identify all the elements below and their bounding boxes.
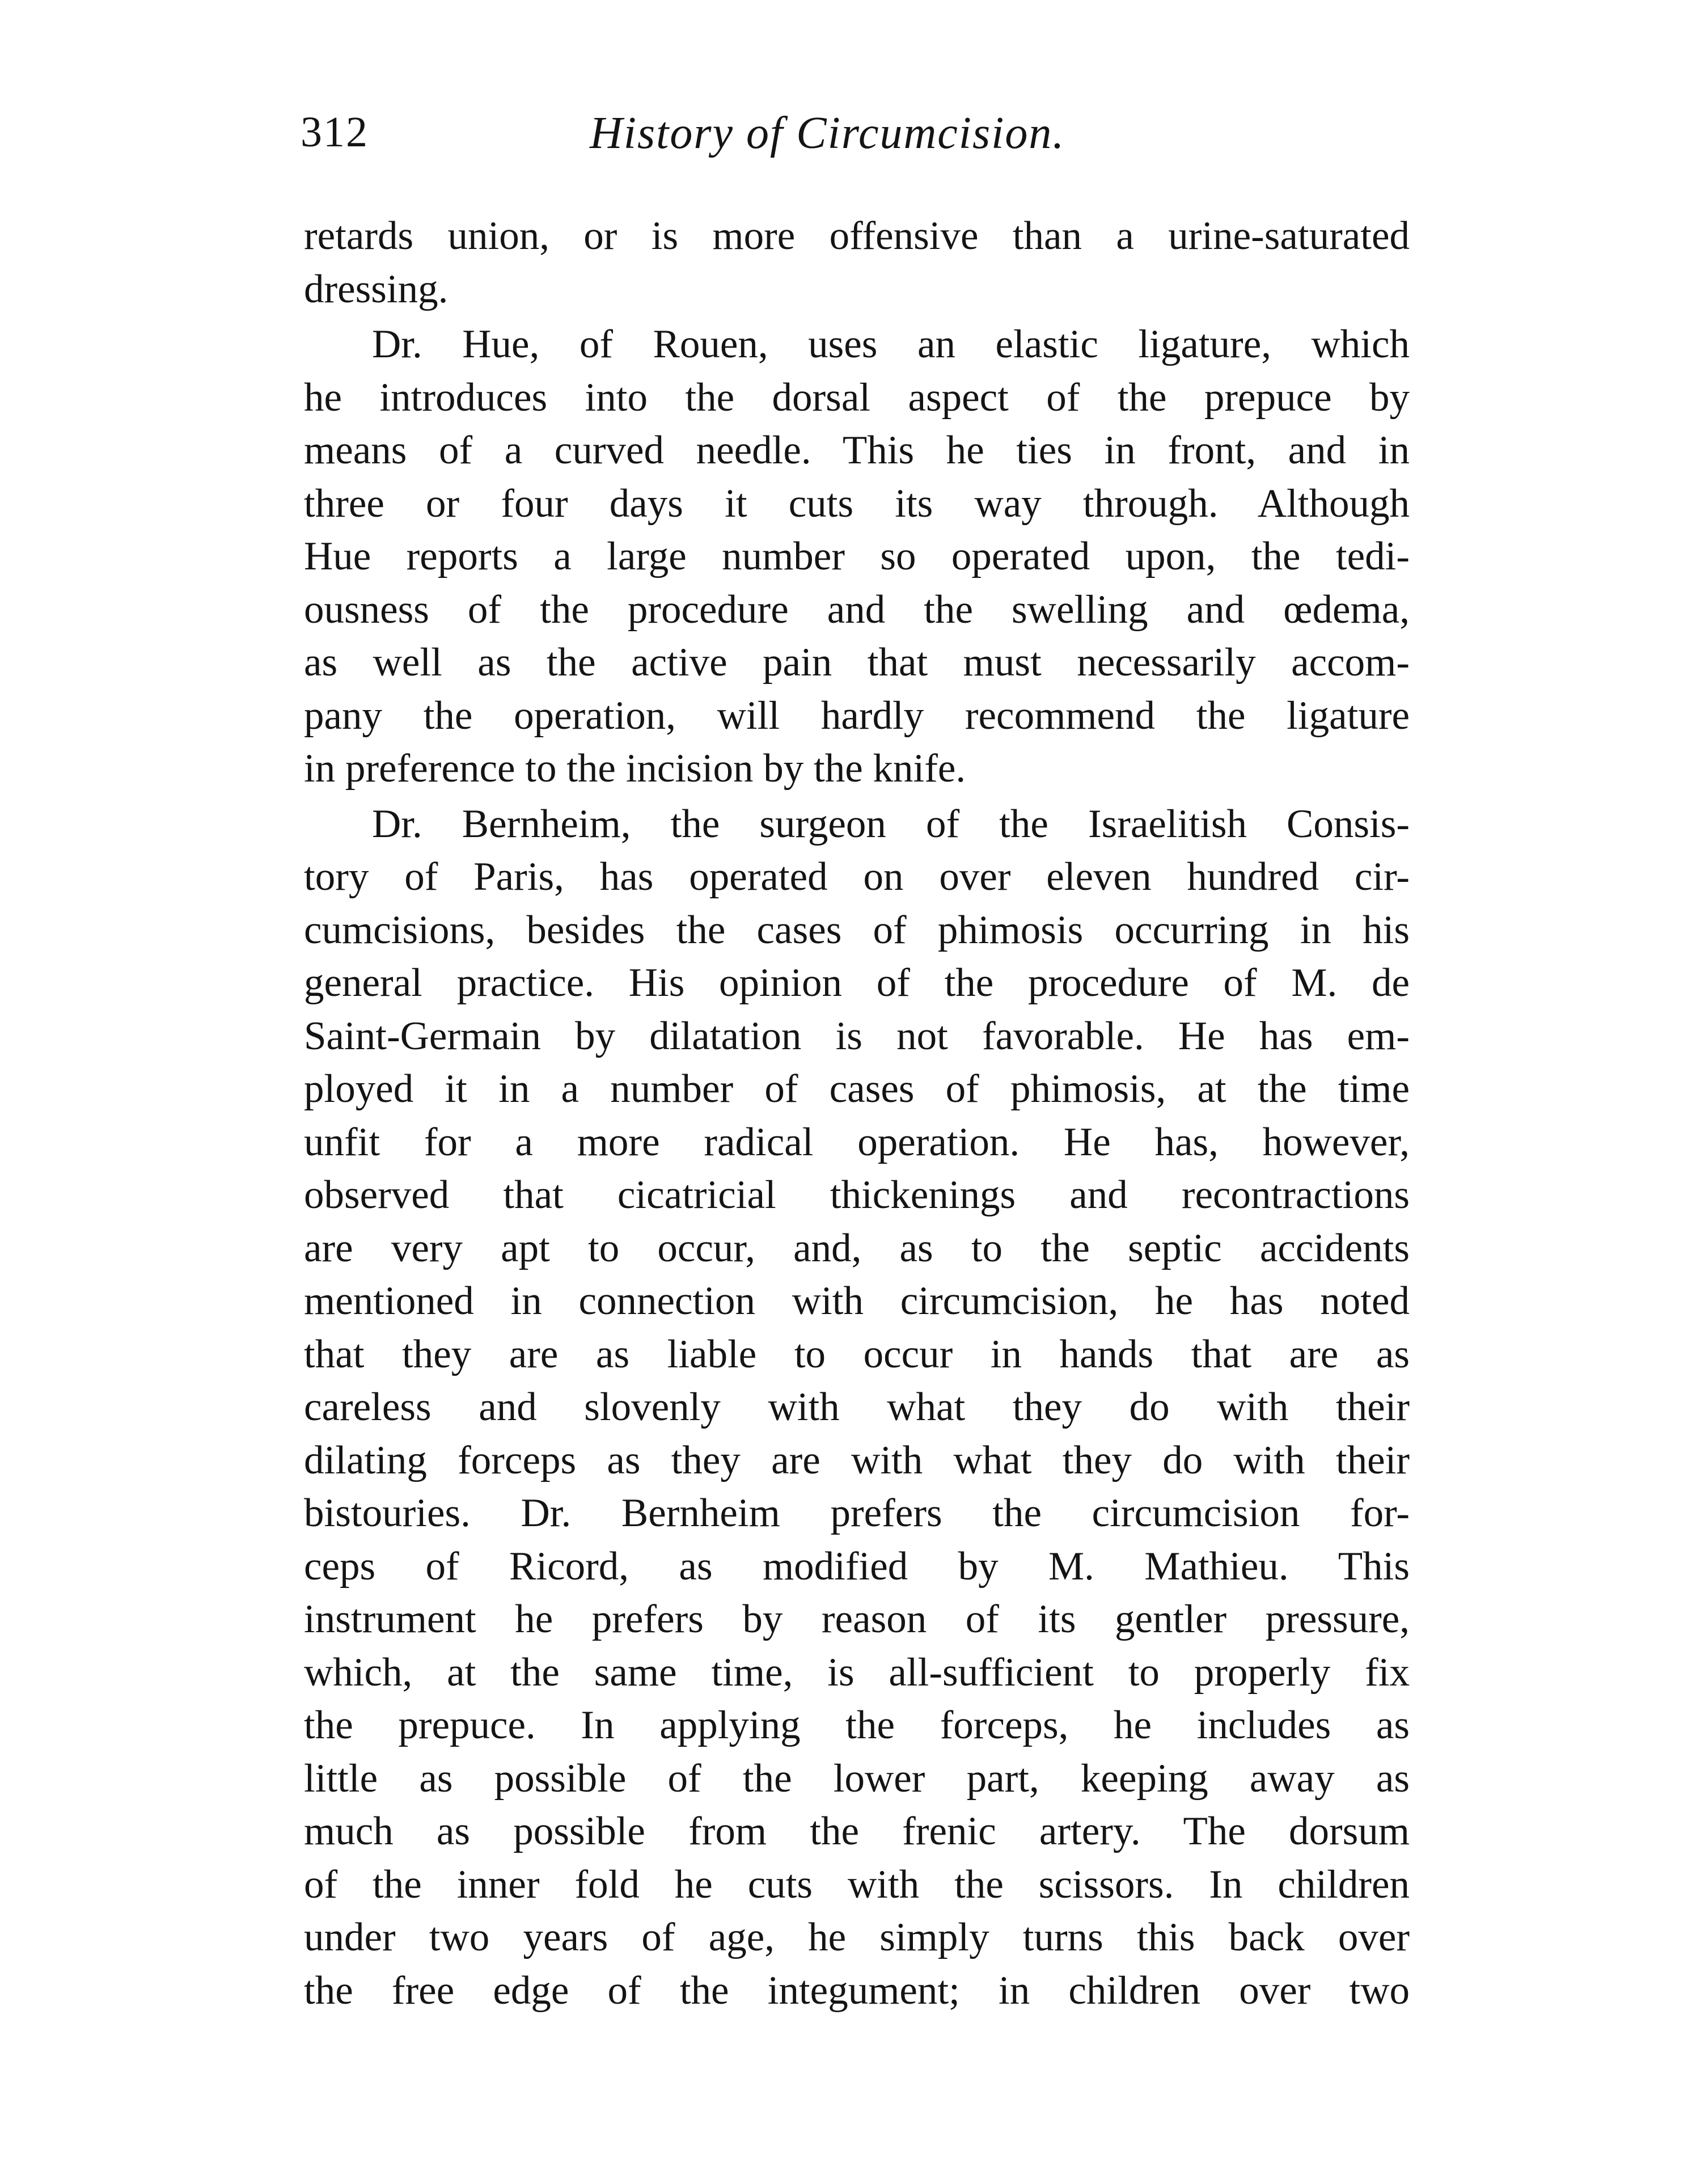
text-line: means of a curved needle. This he ties in front, and in: [304, 428, 1410, 472]
text-line: the prepuce. In applying the forceps, he includes as: [304, 1703, 1410, 1747]
text-line: retards union, or is more offensive than a urine-saturated: [304, 214, 1410, 258]
text-line: three or four days it cuts its way through. Although: [304, 481, 1410, 526]
text-line: general practice. His opinion of the procedure of M. de: [304, 961, 1410, 1005]
text-line: instrument he prefers by reason of its gentler pressure,: [304, 1597, 1410, 1641]
text-line: much as possible from the frenic artery. The dorsum: [304, 1809, 1410, 1853]
text-line: ousness of the procedure and the swelling and œdema,: [304, 587, 1410, 632]
text-line: Hue reports a large number so operated upon, the tedi-: [304, 534, 1410, 578]
text-line: ceps of Ricord, as modified by M. Mathieu. This: [304, 1544, 1410, 1589]
text-line: careless and slovenly with what they do with their: [304, 1385, 1410, 1429]
running-title: History of Circumcision.: [590, 108, 1065, 158]
text-line: in preference to the incision by the knife.: [304, 746, 966, 791]
text-line: of the inner fold he cuts with the scissors. In children: [304, 1862, 1410, 1907]
text-line: Saint-Germain by dilatation is not favorable. He has em-: [304, 1013, 1410, 1058]
text-line: little as possible of the lower part, keeping away as: [304, 1756, 1410, 1801]
text-line: the free edge of the integument; in children over two: [304, 1968, 1410, 2013]
text-line: dressing.: [304, 267, 449, 311]
text-line: as well as the active pain that must necessarily accom-: [304, 640, 1410, 685]
text-line: pany the operation, will hardly recommend the ligature: [304, 693, 1410, 738]
text-line: he introduces into the dorsal aspect of the prepuce by: [304, 375, 1410, 420]
page-header: [301, 108, 1423, 176]
paragraph-start-line: Dr. Bernheim, the surgeon of the Israelitish Consis-: [372, 801, 1410, 846]
text-line: cumcisions, besides the cases of phimosis occurring in his: [304, 907, 1410, 952]
page-number: 312: [301, 108, 369, 156]
text-line: mentioned in connection with circumcision, he has noted: [304, 1279, 1410, 1323]
text-line: that they are as liable to occur in hands that are as: [304, 1332, 1410, 1376]
text-line: observed that cicatricial thickenings and recontractions: [304, 1173, 1410, 1217]
text-line: dilating forceps as they are with what they do with their: [304, 1438, 1410, 1482]
text-line: bistouries. Dr. Bernheim prefers the circumcision for-: [304, 1491, 1410, 1535]
text-line: ployed it in a number of cases of phimosis, at the time: [304, 1067, 1410, 1111]
text-line: under two years of age, he simply turns this back over: [304, 1915, 1410, 1959]
text-line: tory of Paris, has operated on over eleven hundred cir-: [304, 855, 1410, 899]
body-text: [304, 210, 1410, 2017]
text-line: unfit for a more radical operation. He has, however,: [304, 1120, 1410, 1164]
paragraph-start-line: Dr. Hue, of Rouen, uses an elastic ligature, which: [372, 322, 1410, 366]
text-line: which, at the same time, is all-sufficient to properly fix: [304, 1650, 1410, 1695]
text-line: are very apt to occur, and, as to the septic accidents: [304, 1226, 1410, 1270]
